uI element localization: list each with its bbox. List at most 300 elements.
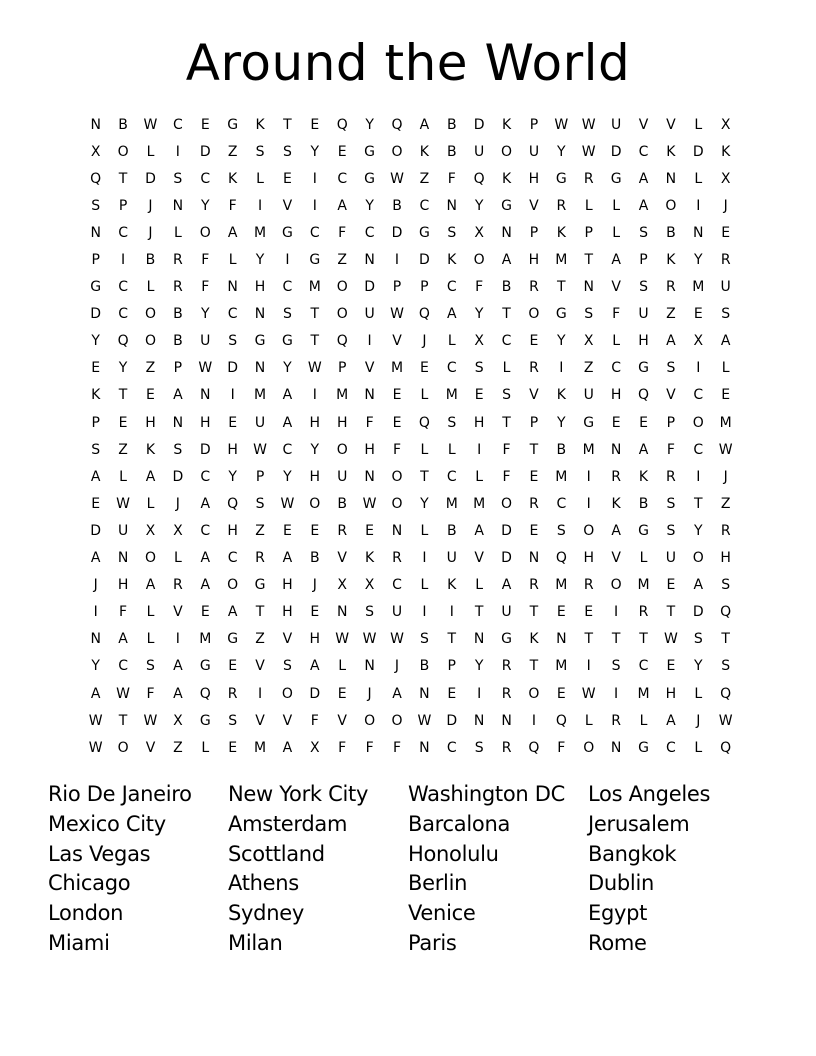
grid-cell[interactable]: G (364, 170, 376, 187)
grid-cell[interactable]: S (474, 739, 484, 756)
grid-cell[interactable]: W (88, 712, 103, 729)
grid-cell[interactable]: V (337, 550, 347, 567)
grid-cell[interactable]: B (446, 116, 457, 133)
grid-cell[interactable]: T (557, 279, 566, 296)
grid-cell[interactable]: I (175, 631, 180, 648)
grid-cell[interactable]: W (581, 143, 596, 160)
grid-cell[interactable]: N (528, 550, 540, 567)
grid-cell[interactable]: O (117, 143, 129, 160)
grid-cell[interactable]: F (201, 252, 210, 269)
grid-cell[interactable]: Y (694, 522, 703, 539)
grid-cell[interactable]: B (446, 143, 457, 160)
grid-cell[interactable]: W (362, 631, 377, 648)
grid-cell[interactable]: S (693, 631, 703, 648)
grid-cell[interactable]: I (422, 550, 427, 567)
grid-cell[interactable]: E (118, 414, 128, 431)
grid-cell[interactable]: B (173, 333, 183, 350)
grid-cell[interactable]: U (638, 306, 649, 323)
grid-cell[interactable]: P (529, 116, 539, 133)
grid-cell[interactable]: R (611, 712, 621, 729)
grid-cell[interactable]: X (693, 333, 704, 350)
grid-cell[interactable]: R (255, 550, 265, 567)
grid-cell[interactable]: N (90, 116, 101, 133)
grid-cell[interactable]: P (173, 360, 183, 377)
grid-cell[interactable]: H (665, 685, 677, 702)
grid-cell[interactable]: M (637, 577, 650, 594)
grid-cell[interactable]: C (611, 360, 621, 377)
grid-cell[interactable]: F (146, 685, 155, 702)
grid-cell[interactable]: G (227, 116, 239, 133)
grid-cell[interactable]: N (90, 224, 101, 241)
grid-cell[interactable]: S (556, 522, 566, 539)
grid-cell[interactable]: P (447, 658, 456, 675)
grid-cell[interactable]: J (367, 685, 372, 702)
grid-cell[interactable]: C (227, 550, 238, 567)
grid-cell[interactable]: G (364, 143, 376, 160)
grid-cell[interactable]: O (144, 550, 156, 567)
grid-cell[interactable]: X (583, 333, 594, 350)
grid-cell[interactable]: K (447, 577, 457, 594)
grid-cell[interactable]: L (146, 631, 155, 648)
grid-cell[interactable]: A (200, 495, 211, 512)
grid-cell[interactable]: S (666, 360, 676, 377)
grid-cell[interactable]: P (666, 414, 676, 431)
grid-cell[interactable]: R (501, 685, 512, 702)
grid-cell[interactable]: L (146, 604, 155, 621)
grid-cell[interactable]: E (419, 360, 429, 377)
grid-cell[interactable]: Y (694, 658, 703, 675)
grid-cell[interactable]: L (612, 224, 621, 241)
grid-cell[interactable]: N (473, 712, 485, 729)
grid-cell[interactable]: J (175, 495, 180, 512)
grid-cell[interactable]: E (666, 658, 676, 675)
grid-cell[interactable]: U (501, 604, 512, 621)
grid-cell[interactable]: T (584, 631, 593, 648)
grid-cell[interactable]: O (692, 550, 704, 567)
grid-cell[interactable]: I (367, 333, 372, 350)
grid-cell[interactable]: I (586, 468, 591, 485)
grid-cell[interactable]: A (282, 550, 293, 567)
grid-cell[interactable]: X (720, 170, 731, 187)
grid-cell[interactable]: Q (90, 170, 102, 187)
grid-cell[interactable]: X (720, 116, 731, 133)
grid-cell[interactable]: U (528, 143, 540, 160)
grid-cell[interactable]: L (694, 116, 703, 133)
grid-cell[interactable]: N (610, 441, 622, 458)
grid-cell[interactable]: I (531, 712, 537, 729)
grid-cell[interactable]: V (638, 116, 649, 133)
grid-cell[interactable]: Q (637, 387, 650, 404)
grid-cell[interactable]: M (445, 495, 458, 512)
grid-cell[interactable]: B (145, 252, 156, 269)
grid-cell[interactable]: U (200, 333, 211, 350)
grid-cell[interactable]: E (529, 333, 539, 350)
grid-cell[interactable]: C (200, 522, 211, 539)
grid-cell[interactable]: K (228, 170, 238, 187)
grid-cell[interactable]: W (663, 631, 678, 648)
grid-cell[interactable]: Y (118, 360, 128, 377)
grid-cell[interactable]: U (474, 143, 485, 160)
grid-cell[interactable]: Q (336, 116, 348, 133)
grid-cell[interactable]: X (173, 712, 183, 729)
grid-cell[interactable]: H (309, 414, 321, 431)
grid-cell[interactable]: B (638, 495, 649, 512)
grid-cell[interactable]: C (693, 441, 704, 458)
grid-cell[interactable]: W (581, 685, 596, 702)
grid-cell[interactable]: Z (583, 360, 594, 377)
grid-cell[interactable]: A (310, 658, 320, 675)
grid-cell[interactable]: B (501, 279, 512, 296)
grid-cell[interactable]: K (666, 143, 676, 160)
grid-cell[interactable]: S (282, 306, 292, 323)
grid-cell[interactable]: U (391, 604, 403, 621)
grid-cell[interactable]: I (696, 468, 701, 485)
grid-cell[interactable]: A (90, 685, 101, 702)
grid-cell[interactable]: E (584, 604, 594, 621)
grid-cell[interactable]: G (555, 306, 567, 323)
grid-cell[interactable]: I (394, 252, 400, 269)
grid-cell[interactable]: Z (227, 143, 238, 160)
grid-cell[interactable]: E (91, 360, 101, 377)
grid-cell[interactable]: Q (418, 306, 430, 323)
grid-cell[interactable]: C (309, 224, 320, 241)
grid-cell[interactable]: G (501, 197, 512, 214)
grid-cell[interactable]: A (611, 252, 621, 269)
grid-cell[interactable]: K (556, 224, 566, 241)
grid-cell[interactable]: O (199, 224, 211, 241)
grid-cell[interactable]: F (392, 441, 402, 458)
grid-cell[interactable]: N (254, 360, 266, 377)
grid-cell[interactable]: B (310, 550, 320, 567)
grid-cell[interactable]: E (529, 522, 539, 539)
grid-cell[interactable]: Z (666, 306, 676, 323)
grid-cell[interactable]: R (556, 197, 567, 214)
grid-cell[interactable]: T (529, 441, 539, 458)
grid-cell[interactable]: H (336, 414, 348, 431)
grid-cell[interactable]: T (694, 495, 703, 512)
grid-cell[interactable]: U (583, 387, 594, 404)
grid-cell[interactable]: S (91, 441, 101, 458)
grid-cell[interactable]: A (446, 306, 457, 323)
grid-cell[interactable]: R (337, 522, 348, 539)
grid-cell[interactable]: C (666, 739, 676, 756)
grid-cell[interactable]: I (175, 143, 180, 160)
grid-cell[interactable]: H (638, 333, 649, 350)
grid-cell[interactable]: Y (365, 116, 374, 133)
grid-cell[interactable]: S (721, 306, 731, 323)
grid-cell[interactable]: A (638, 170, 649, 187)
grid-cell[interactable]: T (721, 631, 730, 648)
grid-cell[interactable]: Q (473, 170, 485, 187)
grid-cell[interactable]: E (474, 387, 484, 404)
grid-cell[interactable]: D (610, 143, 622, 160)
grid-cell[interactable]: E (200, 116, 210, 133)
grid-cell[interactable]: C (118, 658, 128, 675)
grid-cell[interactable]: S (721, 577, 731, 594)
grid-cell[interactable]: I (257, 685, 263, 702)
grid-cell[interactable]: D (692, 143, 704, 160)
grid-cell[interactable]: C (446, 279, 457, 296)
grid-cell[interactable]: E (310, 116, 320, 133)
grid-cell[interactable]: O (473, 252, 485, 269)
grid-cell[interactable]: A (693, 577, 704, 594)
grid-cell[interactable]: G (254, 577, 266, 594)
grid-cell[interactable]: L (420, 387, 429, 404)
grid-cell[interactable]: V (145, 739, 156, 756)
grid-cell[interactable]: S (173, 170, 183, 187)
grid-cell[interactable]: M (555, 658, 568, 675)
grid-cell[interactable]: Y (91, 658, 100, 675)
grid-cell[interactable]: T (611, 631, 621, 648)
grid-cell[interactable]: G (282, 224, 293, 241)
grid-cell[interactable]: H (610, 387, 622, 404)
grid-cell[interactable]: H (282, 577, 293, 594)
grid-cell[interactable]: Y (310, 441, 320, 458)
grid-cell[interactable]: I (696, 197, 701, 214)
grid-cell[interactable]: M (555, 577, 568, 594)
grid-cell[interactable]: E (392, 387, 402, 404)
grid-cell[interactable]: O (501, 143, 513, 160)
grid-cell[interactable]: K (501, 170, 512, 187)
grid-cell[interactable]: H (473, 414, 485, 431)
grid-cell[interactable]: K (91, 387, 101, 404)
grid-cell[interactable]: G (555, 170, 567, 187)
grid-cell[interactable]: E (556, 604, 566, 621)
grid-cell[interactable]: O (528, 685, 540, 702)
grid-cell[interactable]: D (501, 522, 512, 539)
grid-cell[interactable]: Z (173, 739, 183, 756)
grid-cell[interactable]: L (694, 739, 703, 756)
grid-cell[interactable]: A (227, 604, 238, 621)
grid-cell[interactable]: N (610, 739, 622, 756)
grid-cell[interactable]: E (310, 604, 320, 621)
grid-cell[interactable]: L (146, 495, 155, 512)
grid-cell[interactable]: R (666, 468, 676, 485)
grid-cell[interactable]: J (93, 577, 98, 594)
grid-cell[interactable]: S (447, 414, 457, 431)
grid-cell[interactable]: D (391, 224, 403, 241)
grid-cell[interactable]: P (392, 279, 402, 296)
grid-cell[interactable]: O (583, 522, 595, 539)
grid-cell[interactable]: A (666, 712, 676, 729)
grid-cell[interactable]: J (723, 468, 728, 485)
grid-cell[interactable]: W (718, 441, 733, 458)
grid-cell[interactable]: W (335, 631, 350, 648)
grid-cell[interactable]: R (227, 685, 238, 702)
grid-cell[interactable]: M (253, 224, 267, 241)
grid-cell[interactable]: J (148, 224, 153, 241)
grid-cell[interactable]: B (118, 116, 128, 133)
grid-cell[interactable]: V (474, 550, 484, 567)
grid-cell[interactable]: T (529, 604, 539, 621)
grid-cell[interactable]: E (283, 522, 292, 539)
grid-cell[interactable]: R (720, 522, 731, 539)
grid-cell[interactable]: F (365, 739, 374, 756)
grid-cell[interactable]: F (338, 224, 347, 241)
grid-cell[interactable]: O (144, 333, 156, 350)
grid-cell[interactable]: S (502, 387, 511, 404)
grid-cell[interactable]: S (474, 360, 484, 377)
grid-cell[interactable]: I (586, 495, 591, 512)
grid-cell[interactable]: V (529, 387, 539, 404)
grid-cell[interactable]: B (392, 197, 402, 214)
grid-cell[interactable]: Y (91, 333, 100, 350)
grid-cell[interactable]: S (419, 631, 429, 648)
grid-cell[interactable]: T (474, 604, 484, 621)
grid-cell[interactable]: R (666, 279, 676, 296)
grid-cell[interactable]: R (638, 604, 649, 621)
grid-cell[interactable]: O (117, 739, 129, 756)
grid-cell[interactable]: Q (555, 550, 567, 567)
grid-cell[interactable]: O (391, 468, 403, 485)
grid-cell[interactable]: N (364, 658, 375, 675)
grid-cell[interactable]: G (199, 712, 211, 729)
grid-cell[interactable]: D (199, 143, 211, 160)
grid-cell[interactable]: Z (255, 631, 265, 648)
grid-cell[interactable]: C (118, 279, 128, 296)
grid-cell[interactable]: A (337, 197, 347, 214)
grid-cell[interactable]: E (447, 685, 457, 702)
grid-cell[interactable]: I (93, 604, 98, 621)
grid-cell[interactable]: H (720, 550, 731, 567)
grid-cell[interactable]: D (364, 279, 375, 296)
grid-cell[interactable]: E (283, 170, 292, 187)
grid-cell[interactable]: G (583, 414, 595, 431)
grid-cell[interactable]: C (200, 468, 211, 485)
grid-cell[interactable]: S (447, 224, 457, 241)
grid-cell[interactable]: J (723, 197, 728, 214)
grid-cell[interactable]: H (528, 252, 540, 269)
grid-cell[interactable]: G (501, 631, 512, 648)
grid-cell[interactable]: A (419, 116, 430, 133)
grid-cell[interactable]: W (143, 712, 158, 729)
grid-cell[interactable]: T (502, 414, 511, 431)
grid-cell[interactable]: E (639, 414, 648, 431)
grid-cell[interactable]: E (200, 604, 210, 621)
grid-cell[interactable]: D (501, 550, 512, 567)
grid-cell[interactable]: T (310, 333, 320, 350)
grid-cell[interactable]: W (88, 739, 103, 756)
grid-cell[interactable]: A (474, 522, 484, 539)
grid-cell[interactable]: L (502, 360, 511, 377)
grid-cell[interactable]: Q (117, 333, 129, 350)
grid-cell[interactable]: C (392, 577, 402, 594)
grid-cell[interactable]: C (556, 495, 567, 512)
grid-cell[interactable]: A (282, 414, 293, 431)
grid-cell[interactable]: M (253, 387, 267, 404)
grid-cell[interactable]: R (529, 495, 539, 512)
grid-cell[interactable]: A (90, 550, 101, 567)
grid-cell[interactable]: T (529, 658, 539, 675)
grid-cell[interactable]: C (118, 306, 128, 323)
grid-cell[interactable]: L (420, 577, 429, 594)
grid-cell[interactable]: A (200, 550, 211, 567)
grid-cell[interactable]: L (146, 143, 155, 160)
grid-cell[interactable]: N (200, 387, 211, 404)
grid-cell[interactable]: A (638, 441, 649, 458)
grid-cell[interactable]: Q (528, 739, 540, 756)
grid-cell[interactable]: H (364, 441, 375, 458)
grid-cell[interactable]: L (612, 333, 621, 350)
grid-cell[interactable]: X (364, 577, 375, 594)
grid-cell[interactable]: R (501, 658, 512, 675)
grid-cell[interactable]: O (336, 441, 348, 458)
grid-cell[interactable]: P (420, 279, 429, 296)
grid-cell[interactable]: L (256, 170, 264, 187)
grid-cell[interactable]: W (253, 441, 267, 458)
grid-cell[interactable]: S (639, 224, 648, 241)
grid-cell[interactable]: W (390, 306, 404, 323)
grid-cell[interactable]: F (447, 170, 456, 187)
grid-cell[interactable]: S (584, 306, 594, 323)
grid-cell[interactable]: T (118, 712, 128, 729)
grid-cell[interactable]: W (198, 360, 213, 377)
grid-cell[interactable]: F (502, 441, 511, 458)
grid-cell[interactable]: O (391, 143, 403, 160)
grid-cell[interactable]: S (146, 658, 155, 675)
grid-cell[interactable]: T (502, 306, 511, 323)
grid-cell[interactable]: N (665, 170, 677, 187)
grid-cell[interactable]: I (312, 387, 317, 404)
grid-cell[interactable]: A (227, 224, 238, 241)
grid-cell[interactable]: A (173, 658, 183, 675)
grid-cell[interactable]: S (91, 197, 101, 214)
grid-cell[interactable]: E (337, 685, 347, 702)
grid-cell[interactable]: O (583, 739, 595, 756)
grid-cell[interactable]: C (364, 224, 375, 241)
grid-cell[interactable]: Y (694, 252, 703, 269)
letter-grid[interactable] (82, 111, 739, 761)
grid-cell[interactable]: E (310, 522, 320, 539)
grid-cell[interactable]: V (282, 631, 293, 648)
grid-cell[interactable]: Y (420, 495, 429, 512)
grid-cell[interactable]: Q (227, 495, 239, 512)
grid-cell[interactable]: G (227, 631, 239, 648)
grid-cell[interactable]: R (392, 550, 402, 567)
grid-cell[interactable]: L (420, 522, 429, 539)
grid-cell[interactable]: N (172, 197, 184, 214)
grid-cell[interactable]: E (693, 306, 703, 323)
grid-cell[interactable]: O (336, 306, 348, 323)
grid-cell[interactable]: M (719, 414, 732, 431)
grid-cell[interactable]: F (612, 306, 621, 323)
grid-cell[interactable]: N (419, 739, 430, 756)
grid-cell[interactable]: L (447, 441, 456, 458)
grid-cell[interactable]: D (90, 522, 102, 539)
grid-cell[interactable]: W (362, 495, 377, 512)
grid-cell[interactable]: F (502, 468, 511, 485)
grid-cell[interactable]: V (255, 658, 265, 675)
grid-cell[interactable]: Q (199, 685, 211, 702)
grid-cell[interactable]: A (282, 739, 293, 756)
grid-cell[interactable]: L (119, 468, 127, 485)
grid-cell[interactable]: U (665, 550, 677, 567)
grid-cell[interactable]: M (336, 387, 349, 404)
grid-cell[interactable]: N (501, 712, 512, 729)
grid-cell[interactable]: M (445, 387, 458, 404)
grid-cell[interactable]: P (584, 224, 593, 241)
grid-cell[interactable]: S (228, 333, 238, 350)
grid-cell[interactable]: H (309, 468, 321, 485)
grid-cell[interactable]: O (692, 414, 704, 431)
grid-cell[interactable]: L (146, 279, 155, 296)
grid-cell[interactable]: R (720, 252, 731, 269)
grid-cell[interactable]: A (392, 685, 402, 702)
grid-cell[interactable]: P (255, 468, 265, 485)
grid-cell[interactable]: N (501, 224, 512, 241)
grid-cell[interactable]: M (473, 495, 486, 512)
grid-cell[interactable]: C (446, 739, 457, 756)
